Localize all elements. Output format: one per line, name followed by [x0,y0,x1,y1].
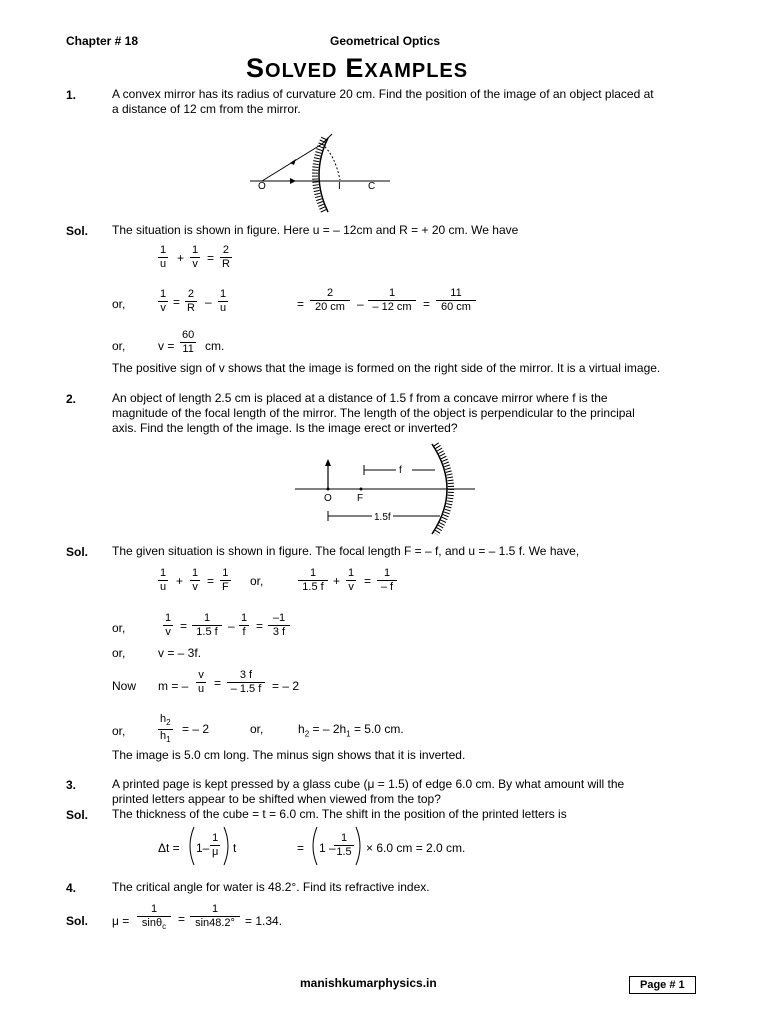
s1-or-1: or, [112,297,126,311]
s2-frac-1-15f-b: $\frac{1}{1.5 f}$ [192,612,222,639]
s3-dt: Δt = [158,841,180,855]
s1-cm: cm. [205,339,225,353]
page-number: Page # 1 [629,976,696,994]
s1-frac-1u: $\frac{1}{u}$ [160,244,167,270]
title-xamples: XAMPLES [364,60,469,82]
s2-now: Now [112,679,137,693]
sol1-intro: The situation is shown in figure. Here u = – 12cm and R = + 20 cm. We have [112,223,519,237]
s1-eq-4: = [423,297,431,311]
chapter-label: Chapter # 18 [66,34,139,48]
object-arrowhead [325,459,331,466]
s2-eq-5: = [214,676,222,690]
s2-plus: + [176,574,184,588]
q1-number: 1. [66,88,77,102]
s2-frac-neg1-3f: $\frac{-1}{3 f}$ [268,612,290,639]
s2-m-result: = – 2 [272,679,300,693]
sol2-intro: The given situation is shown in figure. The focal length F = – f, and u = – 1.5 f. We have, [112,544,580,558]
s1-frac-1u-b: $\frac{1}{u}$ [220,288,227,314]
sol3-label: Sol. [66,808,89,822]
fig1-label-o: O [258,181,266,192]
s2-frac-v-u: $\frac{v}{u}$ [198,669,205,695]
s1-frac-2R-b: $\frac{2}{R}$ [187,288,195,314]
s1-eq-3: = [297,297,305,311]
dashed-extension [322,144,340,180]
s1-or-2: or, [112,339,126,353]
s4-frac-1-sinc: $\frac{1}{\sin\theta_c}$ [137,903,171,933]
s2-frac-3f-neg15f: $\frac{3 f}{- 1.5 f}$ [227,669,265,696]
title-e: E [345,53,365,83]
s3-frac-1-mu: $\frac{1}{\mu}$ [212,832,219,858]
s1-minus-2: – [357,297,364,311]
fig1-label-i: I [338,181,341,192]
fig2-label-15f: 1.5f [374,512,391,523]
s1-frac-1v: $\frac{1}{v}$ [192,244,199,270]
s4-mu-eq: μ = [112,914,130,928]
s2-frac-1v: $\frac{1}{v}$ [192,567,199,593]
s2-frac-1-15f: $\frac{1}{1.5 f}$ [298,567,328,594]
s1-frac-2R: $\frac{2}{R}$ [222,244,230,270]
s1-frac-1-neg12: $\frac{1}{- 12 cm}$ [368,287,416,314]
s1-eq-2: = [173,295,181,309]
s2-frac-1F: $\frac{1}{F}$ [222,567,229,593]
s2-minus: – [228,619,235,633]
q2-line1: An object of length 2.5 cm is placed at a distance of 1.5 f from a concave mirror where f is the [112,391,608,405]
s3-eq: = [297,841,305,855]
q3-number: 3. [66,778,77,792]
sol1-label: Sol. [66,224,89,238]
s3-result: × 6.0 cm = 2.0 cm. [366,841,466,855]
q1-line1: A convex mirror has its radius of curvature 20 cm. Find the position of the image of an object placed at [112,87,654,101]
s1-minus: – [205,295,212,309]
s3-t: t [233,841,237,855]
s1-v-eq: v = [158,339,175,353]
s2-frac-1v-2: $\frac{1}{v}$ [348,567,355,593]
s2-h-result: = – 2 [182,722,210,736]
s2-v-result: v = – 3f. [158,646,202,660]
concave-mirror-figure [290,440,480,540]
s2-frac-1u: $\frac{1}{u}$ [160,567,167,593]
sol2-label: Sol. [66,545,89,559]
s3-paren-left-2 [309,825,319,867]
s3-paren-right [222,825,232,867]
fig1-label-c: C [368,181,376,192]
s1-frac-60-11: $\frac{60}{11}$ [182,329,195,355]
mirror-surface [319,138,328,212]
q2-line2: magnitude of the focal length of the mirror. The length of the object is perpendicular to the principal [112,406,635,420]
q3-line1: A printed page is kept pressed by a glass cube (μ = 1.5) of edge 6.0 cm. By what amount will the [112,777,625,791]
s2-eq-2: = [364,574,372,588]
page-title [246,53,468,84]
fig2-label-o: O [324,493,332,504]
ray-arrow-1 [290,159,296,165]
point-f [360,488,363,491]
s1-conclusion: The positive sign of v shows that the image is formed on the right side of the mirror. It is a virtual image. [112,361,661,375]
s3-paren-right-2 [354,825,364,867]
s2-eq-4: = [256,619,264,633]
subject-label: Geometrical Optics [330,34,441,48]
fig2-label-f: f [399,465,402,476]
q2-number: 2. [66,392,77,406]
s4-frac-1-sin482: $\frac{1}{\sin 48.2^\circ}$ [190,903,240,930]
s1-frac-1v-b: $\frac{1}{v}$ [160,288,167,314]
q1-line2: a distance of 12 cm from the mirror. [112,102,301,116]
s3-paren-left [186,825,196,867]
q4-line1: The critical angle for water is 48.2°. Find its refractive index. [112,880,430,894]
s2-eq: = [207,574,215,588]
title-olved: OLVED [265,60,338,82]
sol3-intro: The thickness of the cube = t = 6.0 cm. The shift in the position of the printed letters is [112,807,567,821]
s3-one-minus: 1– [196,841,210,855]
s2-or-2: or, [112,621,126,635]
q4-number: 4. [66,881,77,895]
s3-one-minus-2: 1 – [319,841,336,855]
s2-or-3: or, [112,646,126,660]
s3-frac-1-15: $\frac{1}{1.5}$ [334,832,354,859]
s2-frac-1f: $\frac{1}{f}$ [241,612,248,638]
s2-eq-3: = [180,619,188,633]
s4-eq: = [178,912,186,926]
q3-line2: printed letters appear to be shifted when viewed from the top? [112,792,441,806]
s2-or-1: or, [250,574,264,588]
s1-plus: + [177,251,185,265]
point-o [327,488,330,491]
convex-mirror-figure [250,130,400,215]
s2-frac-h2-h1: $\frac{h_2}{h_1}$ [160,713,171,745]
s4-result: = 1.34. [245,914,283,928]
fig2-label-F: F [357,493,364,504]
s2-plus-2: + [333,574,341,588]
s2-or-5: or, [250,722,264,736]
s2-frac-1v-3: $\frac{1}{v}$ [165,612,172,638]
title-s: S [246,53,266,83]
s2-conclusion: The image is 5.0 cm long. The minus sign shows that it is inverted. [112,748,466,762]
s1-eq: = [207,251,215,265]
s2-frac-1-negf: $\frac{1}{- f}$ [377,567,397,594]
s1-frac-11-60: $\frac{11}{60 cm}$ [436,287,476,314]
s1-frac-2-20: $\frac{2}{20 cm}$ [310,287,350,314]
q2-line3: axis. Find the length of the image. Is the image erect or inverted? [112,421,458,435]
s2-m-eq: m = – [158,679,189,693]
footer-site: manishkumarphysics.in [300,976,437,990]
sol4-label: Sol. [66,914,89,928]
s2-h2-line: $h_2$ = – $2h_1 = 5.0$ cm. [298,722,404,739]
reflected-ray [322,134,332,144]
s2-or-4: or, [112,724,126,738]
